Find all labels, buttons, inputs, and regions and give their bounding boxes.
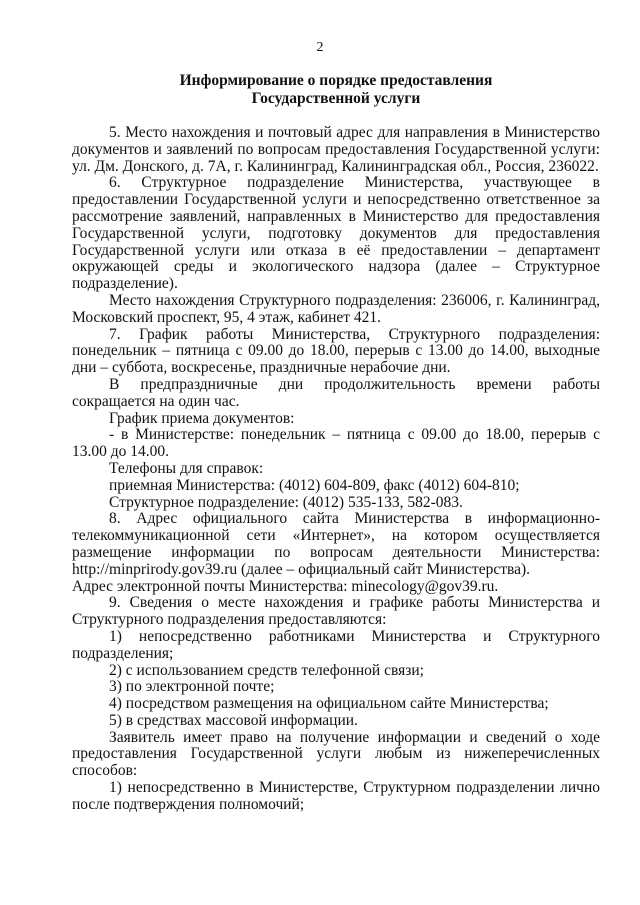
list-item-3-email: 3) по электронной почте; (109, 678, 275, 696)
paragraph-applicant-rights: Заявитель имеет право на получение информации и сведений о ходе предоставления Государственной услуги любым из нижеперечисленных способов: (72, 728, 600, 780)
section-heading (72, 72, 600, 108)
page-number: 2 (316, 40, 324, 55)
paragraph-document-schedule-title: График приема документов: (109, 409, 295, 427)
paragraph-8-official-site: 8. Адрес официального сайта Министерства в информационно-телекоммуникационной сети «Интернет», на котором осуществляется размещение информации по вопросам деятельности Министерства: http://minprirody.gov39.ru (далее – официальный сайт Министерства). (72, 510, 600, 578)
paragraph-7-work-schedule: 7. График работы Министерства, Структурного подразделения: понедельник – пятница с 09.00 до 18.00, перерыв с 13.00 до 14.00, выходные дни – суббота, воскресенье, праздничные нерабочие дни. (72, 325, 600, 377)
paragraph-6-structural-unit: 6. Структурное подразделение Министерства, участвующее в предоставлении Государственной услуги и непосредственно ответственное за рассмотрение заявлений, направленных в Министерство для предоставления Государственной услуги, подготовку документов для предоставления Государственной услуги или отказа в её предоставлении – департамент окружающей среды и экологического надзора (далее – Структурное подразделение). (72, 174, 600, 293)
section-heading-line-1: Информирование о порядке предоставления (179, 72, 493, 89)
paragraph-structural-unit-location: Место нахождения Структурного подразделения: 236006, г. Калининград, Московский проспект, 95, 4 этаж, кабинет 421. (72, 291, 600, 326)
paragraph-pre-holiday-hours: В предпраздничные дни продолжительность времени работы сокращается на один час. (72, 375, 600, 410)
paragraph-email: Адрес электронной почты Министерства: minecology@gov39.ru. (72, 577, 499, 595)
list-item-1-in-person: 1) непосредственно в Министерстве, Структурном подразделении лично после подтверждения полномочий; (72, 779, 600, 813)
paragraph-phone-reception: приемная Министерства: (4012) 604-809, факс (4012) 604-810; (109, 476, 520, 494)
paragraph-phones-title: Телефоны для справок: (109, 459, 264, 477)
document-body (72, 125, 600, 814)
list-item-2-phone: 2) с использованием средств телефонной связи; (109, 661, 424, 679)
list-item-4-website: 4) посредством размещения на официальном сайте Министерства; (109, 695, 549, 713)
paragraph-phone-structural-unit: Структурное подразделение: (4012) 535-133, 582-083. (109, 493, 463, 511)
section-heading-line-2: Государственной услуги (251, 90, 421, 107)
list-item-1-directly: 1) непосредственно работниками Министерства и Структурного подразделения; (72, 627, 600, 662)
paragraph-9-info-provision: 9. Сведения о месте нахождения и графике работы Министерства и Структурного подразделения предоставляются: (72, 594, 600, 629)
paragraph-document-schedule-ministry: - в Министерстве: понедельник – пятница с 09.00 до 18.00, перерыв с 13.00 до 14.00. (72, 426, 600, 461)
paragraph-5-address: 5. Место нахождения и почтовый адрес для направления в Министерство документов и заявлений по вопросам предоставления Государственной услуги: ул. Дм. Донского, д. 7А, г. Калининград, Калининградская обл., Россия, 236022. (72, 124, 600, 175)
list-item-5-media: 5) в средствах массовой информации. (109, 711, 358, 729)
